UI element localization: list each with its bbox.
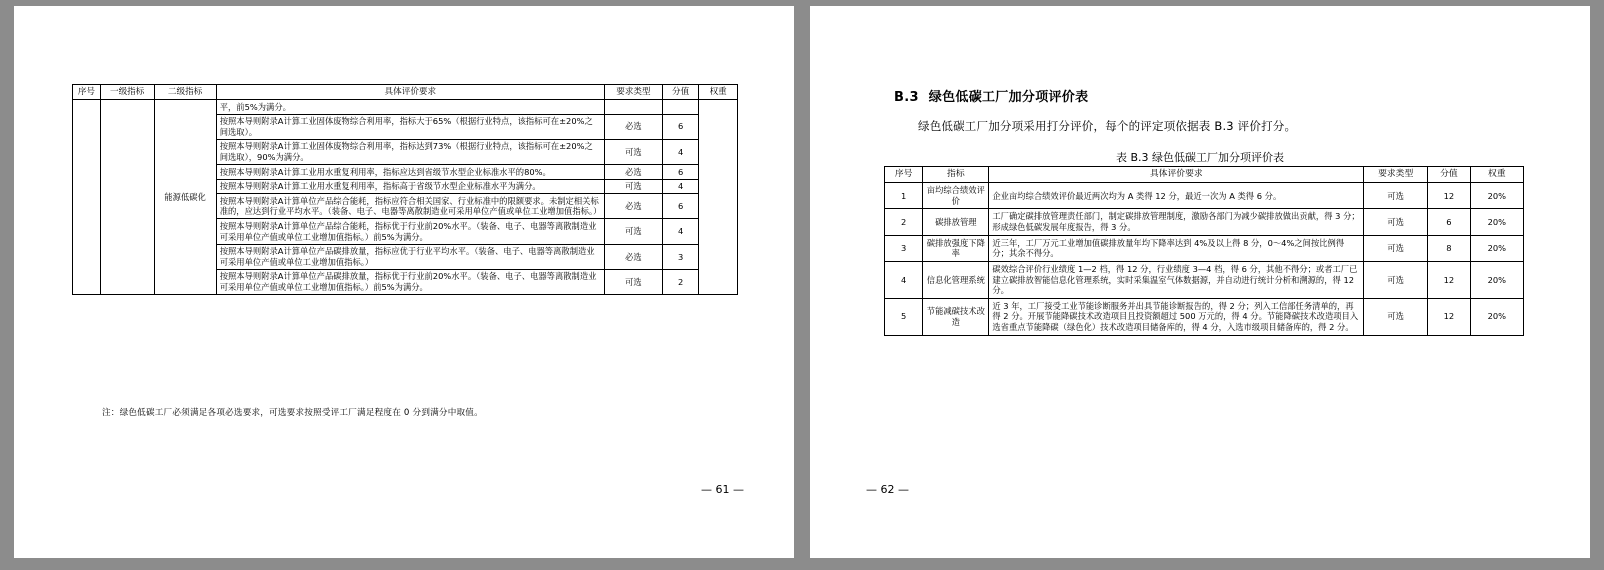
table-row xyxy=(885,298,1524,335)
cell-score: 4 xyxy=(662,139,698,164)
cell-type: 必选 xyxy=(604,244,662,269)
bonus-evaluation-table xyxy=(884,166,1524,336)
cell-score: 4 xyxy=(662,219,698,244)
header-cell-no: 序号 xyxy=(73,85,101,100)
cell-score: 12 xyxy=(1428,261,1471,298)
right-bonus-table-wrapper xyxy=(884,166,1524,336)
table-note: 注：绿色低碳工厂必须满足各项必选要求，可选要求按照受评工厂满足程度在 0 分到满分中取值。 xyxy=(102,408,483,418)
cell-type: 可选 xyxy=(604,269,662,294)
cell-score: 6 xyxy=(1428,209,1471,235)
table-header-row xyxy=(885,167,1524,183)
page-number-right: — 62 — xyxy=(866,483,909,496)
cell-indicator: 节能减碳技术改造 xyxy=(923,298,989,335)
header-cell-type: 要求类型 xyxy=(1364,167,1428,183)
section-paragraph: 绿色低碳工厂加分项采用打分评价，每个的评定项依据表 B.3 评价打分。 xyxy=(918,119,1297,133)
cell-type: 可选 xyxy=(604,139,662,164)
cell-type: 可选 xyxy=(604,219,662,244)
cell-indicator: 信息化管理系统 xyxy=(923,261,989,298)
cell-type: 可选 xyxy=(1364,261,1428,298)
cell-requirement: 按照本导则附录A计算工业用水重复利用率，指标高于省级节水型企业标准水平为满分。 xyxy=(216,179,604,194)
cell-requirement: 按照本导则附录A计算工业固体废物综合利用率，指标达到73%（根据行业特点，该指标可在±20%之间选取），90%为满分。 xyxy=(216,139,604,164)
page-left xyxy=(14,6,794,558)
cell-score: 6 xyxy=(662,114,698,139)
cell-weight: 20% xyxy=(1470,261,1523,298)
cell-requirement: 按照本导则附录A计算工业用水重复利用率，指标应达到省级节水型企业标准水平的80%。 xyxy=(216,165,604,180)
cell-score xyxy=(662,100,698,115)
cell-type: 必选 xyxy=(604,114,662,139)
table-header-row xyxy=(73,85,738,100)
page-number-left: — 61 — xyxy=(701,483,744,496)
cell-no: 5 xyxy=(885,298,923,335)
cell-type xyxy=(604,100,662,115)
cell-no: 4 xyxy=(885,261,923,298)
cell-no: 1 xyxy=(885,183,923,209)
cell-requirement: 按照本导则附录A计算单位产品综合能耗，指标优于行业前20%水平。（装备、电子、电器等离散制造业可采用单位产值或单位工业增加值指标。）前5%为满分。 xyxy=(216,219,604,244)
cell-score: 3 xyxy=(662,244,698,269)
section-heading xyxy=(894,86,1088,105)
section-number: B.3 xyxy=(894,90,919,105)
cell-type: 可选 xyxy=(1364,235,1428,261)
cell-requirement: 按照本导则附录A计算单位产品碳排放量，指标应优于行业平均水平。（装备、电子、电器等离散制造业可采用单位产值或单位工业增加值指标。） xyxy=(216,244,604,269)
cell-indicator: 亩均综合绩效评价 xyxy=(923,183,989,209)
cell-weight: 20% xyxy=(1470,298,1523,335)
left-evaluation-table-wrapper xyxy=(72,84,738,295)
cell-requirement: 按照本导则附录A计算工业固体废物综合利用率，指标大于65%（根据行业特点，该指标可在±20%之间选取）。 xyxy=(216,114,604,139)
header-cell-weight: 权重 xyxy=(699,85,738,100)
cell-type: 必选 xyxy=(604,165,662,180)
header-cell-level2: 二级指标 xyxy=(154,85,216,100)
table-row xyxy=(885,209,1524,235)
table-row xyxy=(885,183,1524,209)
header-cell-level1: 一级指标 xyxy=(100,85,154,100)
cell-weight: 20% xyxy=(1470,209,1523,235)
cell-requirement: 按照本导则附录A计算单位产品综合能耗，指标应符合相关国家、行业标准中的限额要求。未制定相关标准的，应达到行业平均水平。（装备、电子、电器等离散制造业可采用单位产值或单位工业增加值指标。） xyxy=(216,194,604,219)
header-cell-no: 序号 xyxy=(885,167,923,183)
cell-score: 6 xyxy=(662,194,698,219)
cell-indicator: 碳排放管理 xyxy=(923,209,989,235)
header-cell-requirement: 具体评价要求 xyxy=(989,167,1364,183)
header-cell-score: 分值 xyxy=(662,85,698,100)
cell-level1-indicator xyxy=(100,100,154,295)
section-title: 绿色低碳工厂加分项评价表 xyxy=(928,90,1089,105)
cell-score: 12 xyxy=(1428,298,1471,335)
cell-indicator: 碳排放强度下降率 xyxy=(923,235,989,261)
table-caption: 表 B.3 绿色低碳工厂加分项评价表 xyxy=(1115,151,1285,164)
cell-no: 3 xyxy=(885,235,923,261)
cell-score: 4 xyxy=(662,179,698,194)
cell-type: 可选 xyxy=(1364,209,1428,235)
cell-weight: 20% xyxy=(1470,183,1523,209)
table-row xyxy=(73,100,738,115)
cell-requirement: 企业亩均综合绩效评价最近两次均为 A 类得 12 分，最近一次为 A 类得 6 分。 xyxy=(989,183,1364,209)
cell-score: 2 xyxy=(662,269,698,294)
cell-requirement: 碳效综合评价行业绩度 1—2 档，得 12 分，行业绩度 3—4 档，得 6 分，其他不得分；或者工厂已建立碳排放智能信息化管理系统，实时采集温室气体数据源，并自动进行统计分析和溯源的，得 12 分。 xyxy=(989,261,1364,298)
cell-no xyxy=(73,100,101,295)
header-cell-requirement: 具体评价要求 xyxy=(216,85,604,100)
cell-score: 12 xyxy=(1428,183,1471,209)
table-row xyxy=(885,261,1524,298)
cell-requirement: 工厂确定碳排放管理责任部门，制定碳排放管理制度，激励各部门为减少碳排放做出贡献，得 3 分；形成绿色低碳发展年度报告，得 3 分。 xyxy=(989,209,1364,235)
header-cell-score: 分值 xyxy=(1428,167,1471,183)
header-cell-type: 要求类型 xyxy=(604,85,662,100)
cell-requirement: 近三年，工厂万元工业增加值碳排放量年均下降率达到 4%及以上得 8 分，0～4%之间按比例得分；其余不得分。 xyxy=(989,235,1364,261)
cell-no: 2 xyxy=(885,209,923,235)
cell-requirement: 按照本导则附录A计算单位产品碳排放量，指标优于行业前20%水平。（装备、电子、电器等离散制造业可采用单位产值或单位工业增加值指标。）前5%为满分。 xyxy=(216,269,604,294)
cell-weight xyxy=(699,100,738,295)
page-right xyxy=(810,6,1590,558)
evaluation-requirements-table xyxy=(72,84,738,295)
cell-level2-indicator: 能源低碳化 xyxy=(154,100,216,295)
cell-score: 6 xyxy=(662,165,698,180)
cell-score: 8 xyxy=(1428,235,1471,261)
cell-type: 可选 xyxy=(1364,183,1428,209)
cell-requirement: 近 3 年，工厂接受工业节能诊断服务并出具节能诊断报告的，得 2 分；列入工信部任务清单的，再得 2 分。开展节能降碳技术改造项目且投资额超过 500 万元的，得 4 分。节能降碳技术改造项目入选省重点节能降碳（绿色化）技术改造项目储备库的，得 4 分，入选市级项目储备库的，得 2 分。 xyxy=(989,298,1364,335)
cell-weight: 20% xyxy=(1470,235,1523,261)
cell-type: 必选 xyxy=(604,194,662,219)
cell-type: 可选 xyxy=(604,179,662,194)
cell-requirement: 平，前5%为满分。 xyxy=(216,100,604,115)
header-cell-weight: 权重 xyxy=(1470,167,1523,183)
cell-type: 可选 xyxy=(1364,298,1428,335)
header-cell-indicator: 指标 xyxy=(923,167,989,183)
table-row xyxy=(885,235,1524,261)
